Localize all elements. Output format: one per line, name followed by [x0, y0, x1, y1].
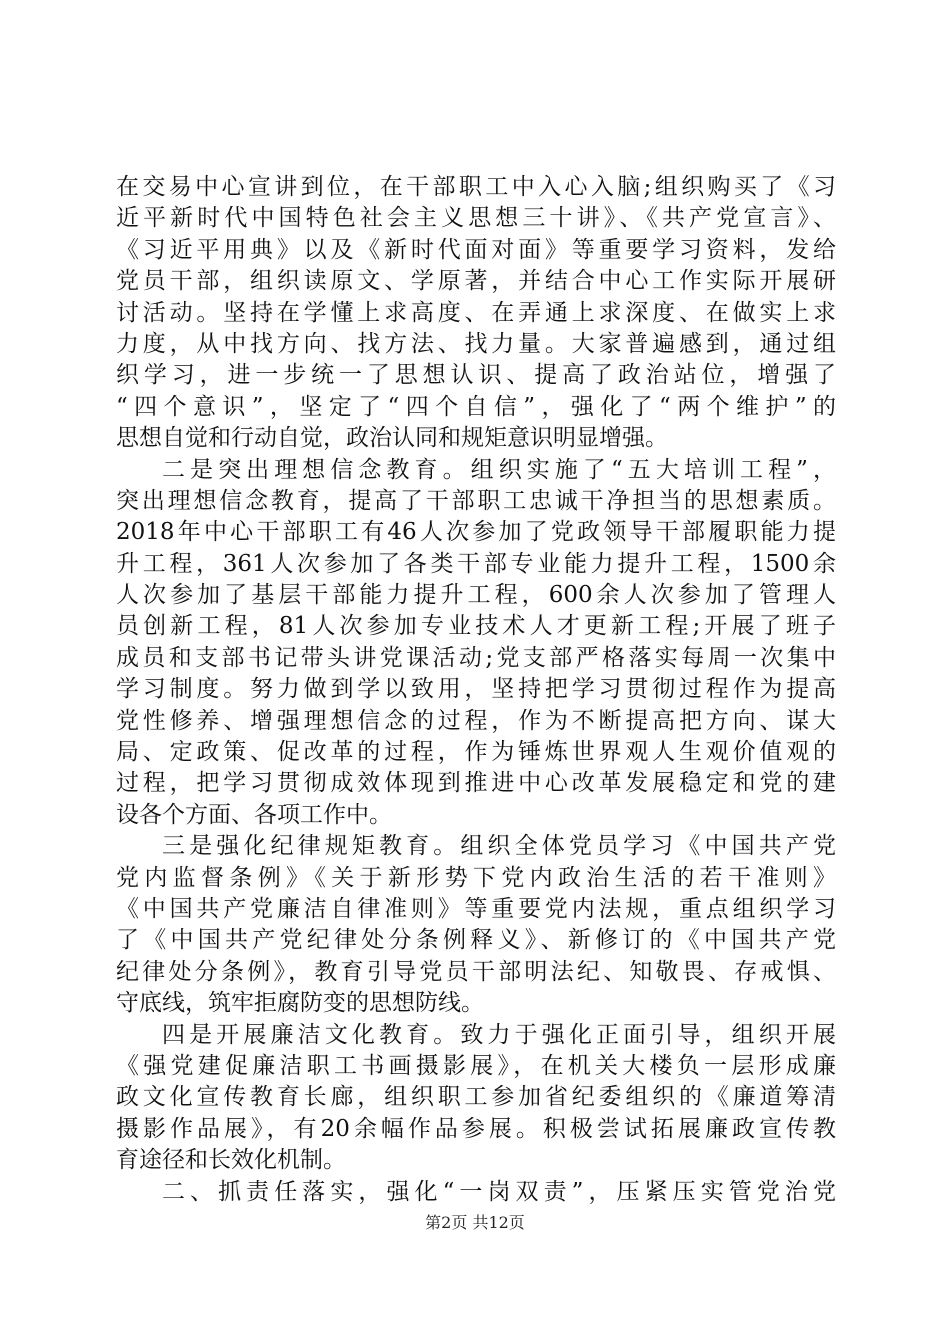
text-line: 《中国共产党廉洁自律准则》等重要党内法规，重点组织学习	[116, 895, 836, 922]
text-line: 学习制度。努力做到学以致用，坚持把学习贯彻过程作为提高	[116, 676, 836, 703]
text-line: 党员干部，组织读原文、学原著，并结合中心工作实际开展研	[116, 268, 836, 295]
body-text	[116, 172, 836, 1208]
text-line: 党性修养、增强理想信念的过程，作为不断提高把方向、谋大	[116, 707, 836, 734]
text-line: 二是突出理想信念教育。组织实施了“五大培训工程”，	[162, 456, 836, 483]
text-line: 员创新工程，81人次参加专业技术人才更新工程;开展了班子	[116, 613, 836, 640]
text-line: 力度，从中找方向、找方法、找力量。大家普遍感到，通过组	[116, 330, 836, 357]
text-line: “四个意识”，坚定了“四个自信”，强化了“两个维护”的	[116, 393, 836, 420]
text-line: 设各个方面、各项工作中。	[116, 801, 392, 828]
text-line: 突出理想信念教育，提高了干部职工忠诚干净担当的思想素质。	[116, 487, 836, 514]
text-line: 近平新时代中国特色社会主义思想三十讲》、《共产党宣言》、	[116, 205, 836, 232]
text-line: 政文化宣传教育长廊，组织职工参加省纪委组织的《廉道筹清	[116, 1084, 836, 1111]
text-line: 成员和支部书记带头讲党课活动;党支部严格落实每周一次集中	[116, 644, 836, 671]
text-line: 《习近平用典》以及《新时代面对面》等重要学习资料，发给	[116, 236, 836, 263]
text-line: 四是开展廉洁文化教育。致力于强化正面引导，组织开展	[162, 1021, 836, 1048]
page-footer: 第2页 共12页	[425, 1213, 525, 1232]
text-line: 二、抓责任落实，强化“一岗双责”，压紧压实管党治党	[162, 1178, 836, 1205]
text-line: 育途径和长效化机制。	[116, 1147, 346, 1174]
text-line: 《强党建促廉洁职工书画摄影展》，在机关大楼负一层形成廉	[116, 1052, 836, 1079]
text-line: 守底线，筑牢拒腐防变的思想防线。	[116, 990, 484, 1017]
text-line: 党内监督条例》《关于新形势下党内政治生活的若干准则》	[116, 864, 836, 891]
text-line: 纪律处分条例》，教育引导党员干部明法纪、知敬畏、存戒惧、	[116, 958, 836, 985]
text-line: 局、定政策、促改革的过程，作为锤炼世界观人生观价值观的	[116, 739, 836, 766]
text-line: 了《中国共产党纪律处分条例释义》、新修订的《中国共产党	[116, 927, 836, 954]
text-line: 人次参加了基层干部能力提升工程，600余人次参加了管理人	[116, 582, 836, 609]
text-line: 过程，把学习贯彻成效体现到推进中心改革发展稳定和党的建	[116, 770, 836, 797]
text-line: 在交易中心宣讲到位，在干部职工中入心入脑;组织购买了《习	[116, 174, 836, 200]
text-line: 升工程，361人次参加了各类干部专业能力提升工程，1500余	[116, 550, 836, 577]
text-line: 织学习，进一步统一了思想认识、提高了政治站位，增强了	[116, 362, 836, 389]
text-line: 讨活动。坚持在学懂上求高度、在弄通上求深度、在做实上求	[116, 299, 836, 326]
text-line: 思想自觉和行动自觉，政治认同和规矩意识明显增强。	[116, 425, 668, 452]
text-line: 摄影作品展》，有20余幅作品参展。积极尝试拓展廉政宣传教	[116, 1115, 836, 1142]
text-line: 三是强化纪律规矩教育。组织全体党员学习《中国共产党	[162, 833, 836, 860]
text-line: 2018年中心干部职工有46人次参加了党政领导干部履职能力提	[116, 519, 836, 546]
